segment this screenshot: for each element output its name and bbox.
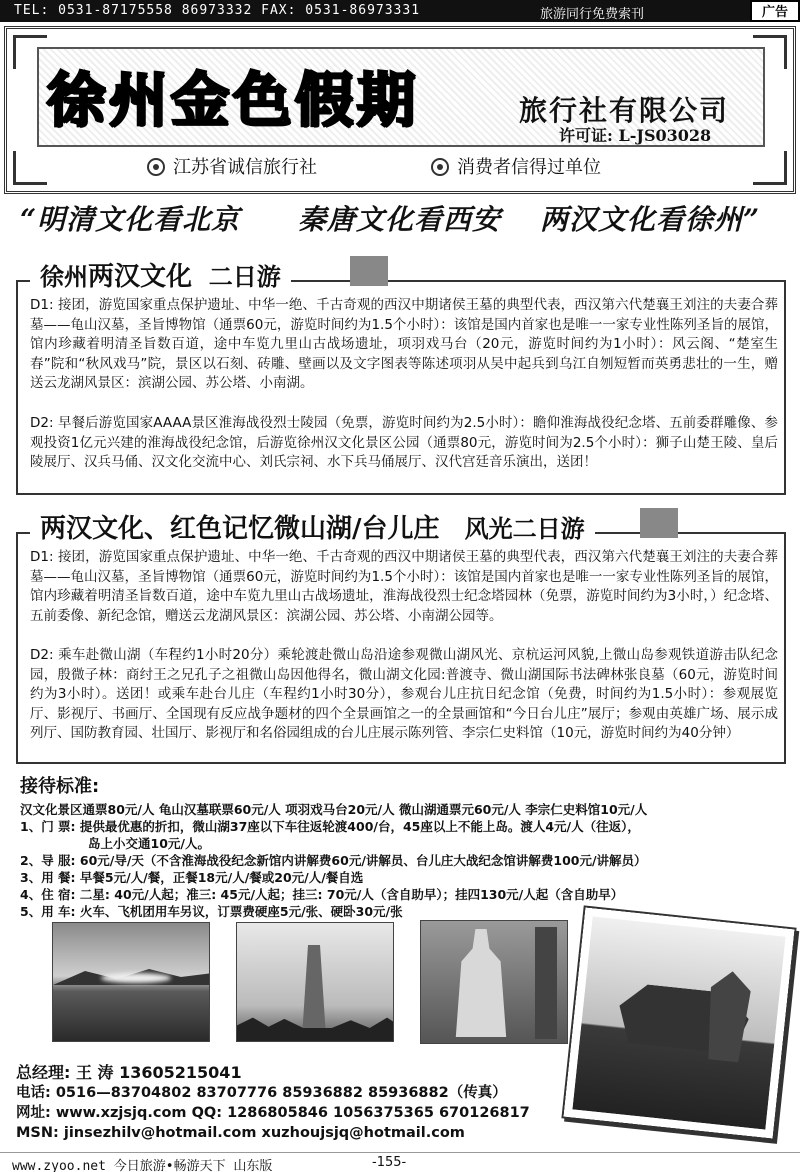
lake-sunset-photo bbox=[52, 922, 210, 1042]
corner-ornament bbox=[753, 151, 787, 185]
tour1-title-main: 两汉文化 bbox=[88, 262, 193, 292]
standard-item: 4、住 宿: 二星: 40元/人起；准三: 45元/人起；挂三: 70元/人（含自助早）；挂四130元/人起（含自助早） bbox=[20, 887, 624, 902]
certification-2 bbox=[431, 153, 601, 179]
day-label: D2: bbox=[30, 415, 54, 431]
statue-photo bbox=[420, 920, 568, 1044]
slogan-beijing: “明清文化看北京 bbox=[20, 203, 241, 236]
top-slogan: 旅游同行免费索刊 bbox=[540, 7, 645, 22]
standards-heading: 接待标准: bbox=[20, 776, 100, 797]
brand-name: 徐州金色假期 bbox=[47, 66, 420, 134]
agency-header bbox=[4, 26, 796, 194]
day-label: D1: bbox=[30, 549, 54, 565]
ticket-prices: 汉文化景区通票80元/人 龟山汉墓联票60元/人 项羽戏马台20元/人 微山湖通票元60元/人 李宗仁史料馆10元/人 bbox=[20, 802, 648, 817]
day-text: 接团，游览国家重点保护遗址、中华一绝、千古奇观的西汉中期诸侯王墓的典型代表，西汉第六代楚襄王刘注的夫妻合葬墓——龟山汉墓，圣旨博物馆（通票60元，游览时间约为1.5个小时）：该馆是国内首家也是唯一一家专业性陈列圣旨的展馆，馆内珍藏着明清圣旨数百道，途中车览九里山古战场遗址，淮海战役烈士纪念塔园林（免票，游览时间约为3小时，）纪念塔、五前委像、新纪念馆，赠送云龙湖风景区：滨湖公园、苏公塔、小南湖公园等。 bbox=[30, 549, 779, 624]
tour2-title-main: 两汉文化、红色记忆微山湖/台儿庄 bbox=[40, 514, 440, 544]
page-number: -155- bbox=[372, 1155, 407, 1170]
tour2-title bbox=[30, 508, 595, 545]
certification-label: 江苏省诚信旅行社 bbox=[173, 157, 317, 178]
top-contact: TEL: 0531-87175558 86973332 FAX: 0531-86973331 bbox=[14, 3, 421, 18]
tour2-day2 bbox=[30, 646, 778, 744]
certification-1 bbox=[147, 153, 317, 179]
tour1-day1 bbox=[30, 296, 778, 394]
flower-icon bbox=[431, 158, 449, 176]
standard-item: 3、用 餐: 早餐5元/人/餐，正餐18元/人/餐或20元/人/餐自选 bbox=[20, 870, 364, 885]
standard-item: 5、用 车: 火车、飞机团用车另议，订票费硬座5元/张、硬卧30元/张 bbox=[20, 904, 403, 919]
standard-item: 1、门 票: 提供最优惠的折扣，微山湖37座以下车往返轮渡400/台，45座以上不能上岛。渡人4元/人（往返）， bbox=[20, 819, 640, 834]
monument-tower-photo bbox=[236, 922, 394, 1042]
phone-info: 电话: 0516—83704802 83707776 85936882 85936882（传真） bbox=[16, 1085, 507, 1101]
standard-item: 2、导 服: 60元/导/天（不含淮海战役纪念新馆内讲解费60元/讲解员、台儿庄大战纪念馆讲解费100元/讲解员） bbox=[20, 853, 647, 868]
tour2-day1 bbox=[30, 548, 778, 626]
day-label: D1: bbox=[30, 297, 54, 313]
brand-subtitle: 旅行社有限公司 bbox=[519, 94, 730, 127]
top-bar bbox=[0, 0, 800, 22]
culture-slogan bbox=[20, 198, 790, 250]
slogan-xuzhou: 两汉文化看徐州” bbox=[540, 203, 761, 236]
corner-ornament bbox=[13, 151, 47, 185]
tour1-title-prefix: 徐州 bbox=[40, 263, 88, 291]
day-text: 乘车赴微山湖（车程约1小时20分）乘轮渡赴微山岛沿途参观微山湖风光、京杭运河风貌,上微山岛参观铁道游击队纪念园，殷微子林：商纣王之兄孔子之祖微山岛因他得名，微山湖文化园:普渡寺、微山湖国际书法碑林张良墓（60元，游览时间约为3小时）。送团！或乘车赴台儿庄（车程约1小时30分），参观台儿庄抗日纪念馆（免费，时间约为1.5小时）：参观展览厅、影视厅、书画厅、全国现有反应战争题材的四个全景画馆之一的全景画馆和“今日台儿庄”展厅；参观由英雄广场、展示成列厅、国防教育园、壮国厅、影视厅和名俗园组成的台儿庄展示陈列管、李宗仁史料馆（10元，游览时间约为40分钟） bbox=[30, 647, 778, 741]
license-number: 许可证: L-JS03028 bbox=[559, 126, 712, 145]
contact-block bbox=[16, 1060, 576, 1143]
footer-site: www.zyoo.net 今日旅游•畅游天下 山东版 bbox=[12, 1159, 273, 1172]
certification-label: 消费者信得过单位 bbox=[457, 157, 601, 178]
tour1-title bbox=[30, 256, 291, 293]
flower-icon bbox=[147, 158, 165, 176]
web-info[interactable]: 网址: www.xzjsjq.com QQ: 1286805846 1056375365 670126817 bbox=[16, 1105, 530, 1121]
standard-item: 岛上小交通10元/人。 bbox=[88, 836, 210, 851]
ad-badge: 广告 bbox=[750, 0, 800, 22]
reception-standards bbox=[20, 772, 790, 920]
msn-info[interactable]: MSN: jinsezhilv@hotmail.com xuzhoujsjq@hotmail.com bbox=[16, 1125, 465, 1141]
day-text: 早餐后游览国家AAAA景区淮海战役烈士陵园（免票，游览时间约为2.5小时）：瞻仰淮海战役纪念塔、五前委群雕像、参观投资1亿元兴建的淮海战役纪念馆，后游览徐州汉文化景区公园（通票80元，游览时间为2.5个小时）：狮子山楚王陵、皇后陵展厅、汉兵马俑、汉文化交流中心、刘氏宗祠、水下兵马俑展厅、汉代宫廷音乐演出，送团！ bbox=[30, 415, 778, 470]
tour1-day2 bbox=[30, 414, 778, 473]
tour1-title-suffix: 二日游 bbox=[208, 263, 281, 291]
day-label: D2: bbox=[30, 647, 54, 663]
page-footer bbox=[0, 1152, 800, 1172]
tour2-title-suffix: 风光二日游 bbox=[464, 515, 585, 543]
manager-info: 总经理: 王 涛 13605215041 bbox=[16, 1063, 242, 1082]
day-text: 接团，游览国家重点保护遗址、中华一绝、千古奇观的西汉中期诸侯王墓的典型代表，西汉第六代楚襄王刘注的夫妻合葬墓——龟山汉墓，圣旨博物馆（通票60元，游览时间约为1.5个小时）：该馆是国内首家也是唯一一家专业性陈列圣旨的展馆，馆内珍藏着明清圣旨数百道，途中车览九里山古战场遗址，项羽戏马台（20元，游览时间约为1小时）：风云阁、“楚室生春”院和“秋风戏马”院，景区以石刻、砖雕、壁画以及文字图表等陈述项羽从吴中起兵到乌江自刎短暂而英勇悲壮的一生，赠送云龙湖风景区：滨湖公园、苏公塔、小南湖。 bbox=[30, 297, 779, 391]
title-ornament bbox=[640, 508, 678, 538]
title-ornament bbox=[350, 256, 388, 286]
pavilion-photo bbox=[564, 908, 795, 1139]
slogan-xian: 秦唐文化看西安 bbox=[298, 203, 502, 236]
